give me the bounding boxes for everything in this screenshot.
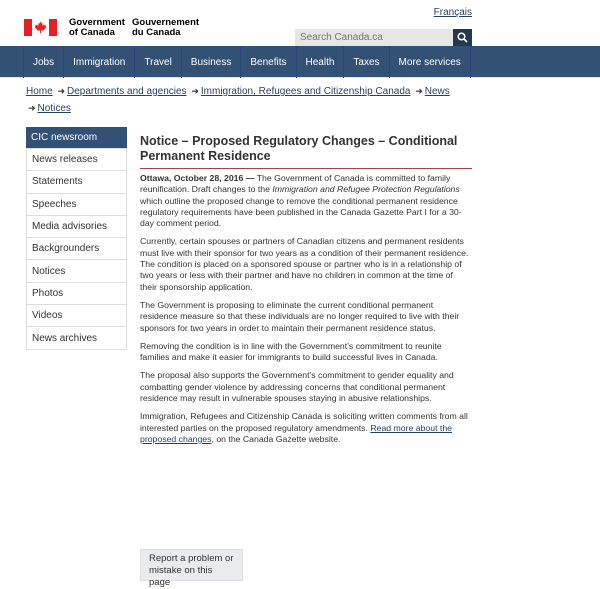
article-paragraph-1 [140, 173, 472, 229]
article-paragraph-4: Removing the condition is in line with the Government’s commitment to reunite families and make it easier for immigrants to build successful lives in Canada. [140, 340, 442, 363]
nav-item-jobs[interactable]: Jobs [23, 46, 63, 78]
article-paragraph-3: The Government is proposing to eliminate the current conditional permanent residence measure so that these individuals are no longer required to live with their sponsors for two years in order to maintain their permanent residence status. [140, 299, 460, 333]
header [0, 0, 600, 45]
breadcrumb-ircc[interactable]: Immigration, Refugees and Citizenship Canada [200, 86, 411, 97]
nav-item-more-services[interactable]: More services [389, 46, 471, 78]
wordmark-en-line1: Government [69, 17, 125, 28]
breadcrumb [26, 83, 466, 117]
breadcrumb-departments[interactable]: Departments and agencies [67, 86, 187, 97]
dateline: Ottawa, October 28, 2016 — [140, 173, 255, 183]
arrow-right-icon: ➜ [57, 86, 66, 96]
wordmark-english[interactable] [69, 18, 125, 38]
nav-item-business[interactable]: Business [181, 46, 241, 78]
search-icon [457, 32, 468, 43]
article [140, 134, 472, 452]
breadcrumb-news[interactable]: News [424, 86, 450, 97]
sidebar-item-videos[interactable]: Videos [27, 304, 126, 326]
sidebar-item-speeches[interactable]: Speeches [27, 193, 126, 215]
sidebar-item-news-releases[interactable]: News releases [27, 148, 126, 170]
search-button[interactable] [453, 29, 472, 46]
canada-flag-icon[interactable] [24, 19, 57, 36]
nav-item-health[interactable]: Health [296, 46, 344, 78]
main-nav [0, 46, 600, 78]
breadcrumb-home[interactable]: Home [26, 86, 53, 97]
article-paragraph-2: Currently, certain spouses or partners of Canadian citizens and permanent residents must live with their sponsor for two years as a condition of their permanent residence. The condition is placed on a sponsored spouse or partner who is in a relationship of two years or less with their partner and have no children in common at the time of their sponsorship application. [140, 236, 469, 292]
sidebar-list [26, 148, 127, 350]
wordmark-en-line2: of Canada [69, 27, 115, 38]
breadcrumb-notices[interactable]: Notices [37, 103, 71, 114]
article-paragraph-5: The proposal also supports the Government’s commitment to gender equality and combatting gender violence by addressing concerns that conditional permanent residence may result in vulnerable spouses staying in abusive relationships. [140, 370, 454, 404]
sidebar-item-media-advisories[interactable]: Media advisories [27, 215, 126, 237]
nav-item-immigration[interactable]: Immigration [63, 46, 134, 78]
report-problem-button[interactable]: Report a problem or mistake on this page [140, 549, 243, 581]
regulations-title: Immigration and Refugee Protection Regulations [272, 184, 460, 195]
nav-item-benefits[interactable]: Benefits [240, 46, 295, 78]
read-more-link[interactable]: Read more about the proposed changes [140, 422, 452, 444]
wordmark-fr-line1: Gouvernement [132, 17, 200, 28]
search-input[interactable] [295, 29, 453, 46]
arrow-right-icon: ➜ [28, 103, 36, 113]
sidebar-item-news-archives[interactable]: News archives [27, 326, 126, 348]
p1-text-a: The Government of Canada is committed to family reunification. Draft changes to the [140, 173, 451, 195]
wordmark-french[interactable] [132, 18, 199, 38]
arrow-right-icon: ➜ [415, 86, 423, 96]
sidebar-nav [26, 127, 127, 350]
sidebar-item-statements[interactable]: Statements [27, 170, 126, 192]
language-toggle-link[interactable]: Français [433, 7, 472, 18]
p6-text-b: , on the Canada Gazette website. [211, 433, 341, 444]
search-box [295, 29, 472, 46]
sidebar-item-notices[interactable]: Notices [27, 259, 126, 281]
sidebar-item-backgrounders[interactable]: Backgrounders [27, 237, 126, 259]
page-title: Notice – Proposed Regulatory Changes – Conditional Permanent Residence [140, 134, 472, 169]
sidebar-item-photos[interactable]: Photos [27, 282, 126, 304]
arrow-right-icon: ➜ [191, 86, 199, 96]
p6-text-a: Immigration, Refugees and Citizenship Canada is soliciting written comments from all interested parties on the proposed regulatory amendments. [140, 411, 468, 433]
nav-item-travel[interactable]: Travel [134, 46, 180, 78]
wordmark-fr-line2: du Canada [132, 27, 181, 38]
article-paragraph-6 [140, 411, 472, 445]
sidebar-heading[interactable]: CIC newsroom [26, 127, 127, 148]
nav-item-taxes[interactable]: Taxes [343, 46, 388, 78]
p1-text-b: which outline the proposed change to remove the conditional permanent residence regulatory requirements have been published in the Canada Gazette Part I for a 30-day comment period. [140, 195, 462, 229]
